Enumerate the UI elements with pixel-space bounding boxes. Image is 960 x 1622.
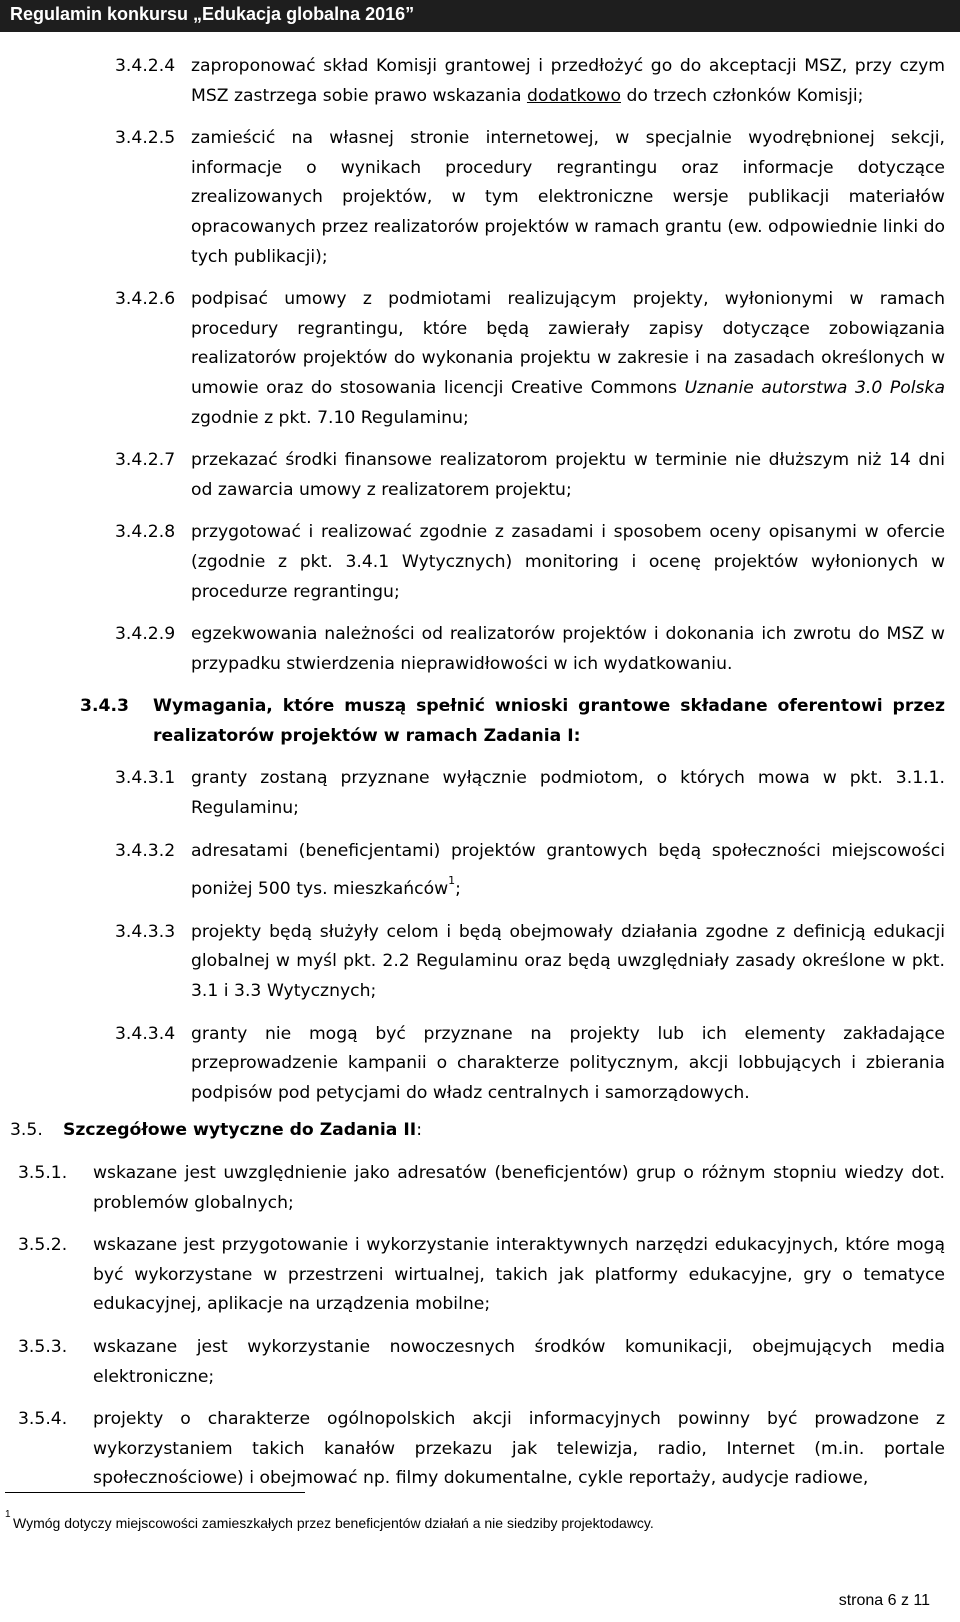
item-text [191,285,945,433]
footnote-reference[interactable]: 1 [448,874,456,888]
item-number: 3.5.4. [18,1409,68,1430]
footnote-mark: 1 [5,1509,11,1520]
item-text: wskazane jest uwzględnienie jako adresatów (beneficjentów) grup o różnym stopniu wiedzy dot. problemów globalnych; [93,1163,945,1213]
footnote-text: Wymóg dotyczy miejscowości zamieszkałych przez beneficjentów działań a nie siedziby projektodawcy. [13,1515,654,1531]
item-text: wskazane jest przygotowanie i wykorzystanie interaktywnych narzędzi edukacyjnych, które mogą być wykorzystane w przestrzeni wirtualnej, takich jak platformy edukacyjne, gry o tematyce edukacyjnej, aplikacje na urządzenia mobilne; [93,1235,945,1315]
list-item [0,764,960,823]
item-text: zaproponować skład Komisji grantowej i przedłożyć go do akceptacji MSZ, przy czym MSZ zastrzega sobie prawo wskazania dodatkowo do trzech członków Komisji; [191,56,945,106]
item-number: 3.4.2.6 [115,289,176,310]
list-item [0,1333,960,1392]
item-text: przekazać środki finansowe realizatorom projektu w terminie nie dłuższym niż 14 dni od zawarcia umowy z realizatorem projektu; [191,450,945,500]
item-number: 3.5.3. [18,1336,68,1357]
list-item [0,1159,960,1218]
item-number: 3.4.2.7 [115,450,176,471]
item-number: 3.5.2. [18,1235,68,1256]
underlined-word: dodatkowo [526,85,621,106]
list-item [0,52,960,111]
section-number: 3.5. [10,1120,43,1141]
section-heading-text [63,1116,945,1146]
item-number: 3.4.2.5 [115,128,176,149]
item-text [191,837,945,905]
footnote-separator [5,1492,305,1493]
document-header [0,0,960,32]
item-text: granty zostaną przyznane wyłącznie podmiotom, o których mowa w pkt. 3.1.1. Regulaminu; [191,768,945,819]
list-item [0,124,960,272]
item-number: 3.4.3.3 [115,921,176,942]
item-number: 3.4.2.9 [115,624,176,645]
item-number: 3.4.3.1 [115,768,176,789]
item-text-part: ; [455,879,461,900]
item-number: 3.5.1. [18,1163,68,1183]
section-number: 3.4.3 [80,696,129,717]
item-text: zamieścić na własnej stronie internetowej, w specjalnie wyodrębnionej sekcji, informacje o wynikach procedury regrantingu oraz informacje dotyczące zrealizowanych projektów, w tym elektroniczne wersje publikacji materiałów opracowanych przez realizatorów projektów w ramach grantu (ew. odpowiednie linki do tych publikacji); [191,128,945,267]
item-text: granty nie mogą być przyznane na projekty lub ich elementy zakładające przeprowadzenie kampanii o charakterze politycznym, akcji lobbujących i zbierania podpisów pod petycjami do władz centralnych i samorządowych. [191,1023,945,1103]
item-text-part: podpisać umowy z podmiotami realizującym projekty, wyłonionymi w ramach procedury regrantingu, które będą zawierały zapisy dotyczące zobowiązania realizatorów projektów do wykonania projektu w zakresie i na zasadach określonych w umowie oraz do stosowania licencji Creative Commons [191,289,945,398]
item-text: projekty będą służyły celom i będą obejmowały działania zgodne z definicją edukacji globalnej w myśl pkt. 2.2 Regulaminu oraz będą uwzględniały zasady określone w pkt. 3.1 i 3.3 Wytycznych; [191,921,945,1002]
header-title: Regulamin konkursu „Edukacja globalna 2016” [10,4,415,24]
list-item [0,1405,960,1494]
list-item [0,518,960,607]
license-name: Uznanie autorstwa 3.0 Polska [684,377,945,398]
item-number: 3.4.3.2 [115,840,176,861]
section-heading-text: Wymagania, które muszą spełnić wnioski grantowe składane oferentowi przez realizatorów projektów w ramach Zadania I: [153,696,945,746]
list-item [0,620,960,679]
item-number: 3.4.2.8 [115,522,176,543]
list-item [0,1231,960,1320]
list-item [0,837,960,905]
footnote [5,1509,945,1534]
list-item [0,446,960,505]
section-title: Szczegółowe wytyczne do Zadania II [63,1120,417,1141]
page-number: strona 6 z 11 [838,1592,930,1609]
item-text: wskazane jest wykorzystanie nowoczesnych środków komunikacji, obejmujących media elektroniczne; [93,1336,945,1387]
item-text-part: zgodnie z pkt. 7.10 Regulaminu; [191,407,469,428]
item-text: projekty o charakterze ogólnopolskich akcji informacyjnych powinny być prowadzone z wykorzystaniem takich kanałów przekazu jak telewizja, radio, Internet (m.in. portale społecznościowe) i obejmować np. filmy dokumentalne, cykle reportaży, audycje radiowe, [93,1409,945,1489]
item-number: 3.4.2.4 [115,56,176,76]
list-item [0,1020,960,1109]
section-title-colon: : [416,1120,422,1141]
item-text: egzekwowania należności od realizatorów projektów i dokonania ich zwrotu do MSZ w przypadku stwierdzenia nieprawidłowości w ich wydatkowaniu. [191,624,945,674]
list-item [0,918,960,1007]
item-text: przygotować i realizować zgodnie z zasadami i sposobem oceny opisanymi w ofercie (zgodnie z pkt. 3.4.1 Wytycznych) monitoring i ocenę projektów wyłonionych w procedurze regrantingu; [191,522,945,602]
item-number: 3.4.3.4 [115,1023,176,1044]
item-text-part: adresatami (beneficjentami) projektów grantowych będą społeczności miejscowości poniżej 500 tys. mieszkańców [191,840,945,900]
section-heading [0,1116,960,1146]
list-item [0,285,960,433]
section-heading [0,692,960,751]
document-body [0,52,960,1494]
